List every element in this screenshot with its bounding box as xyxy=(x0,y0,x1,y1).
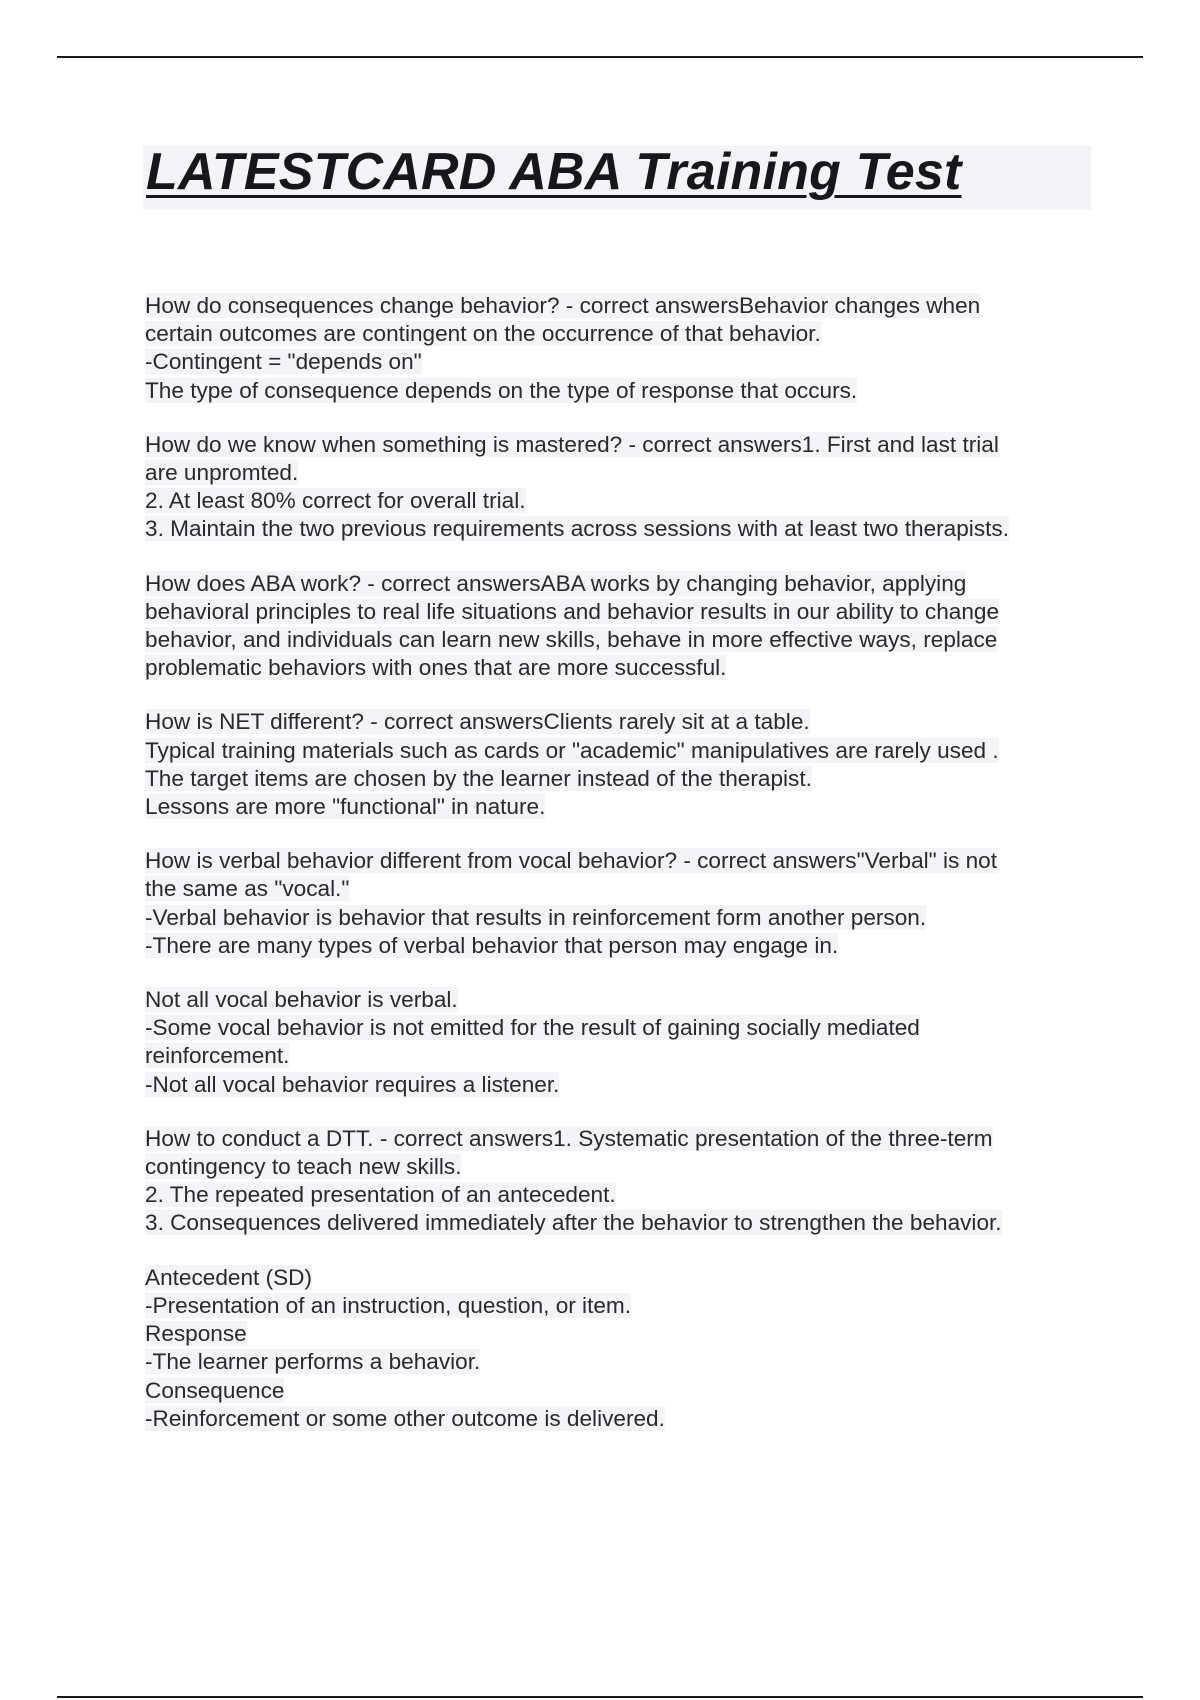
text-line-content: certain outcomes are contingent on the occurrence of that behavior. xyxy=(145,321,821,347)
text-line-content: -Reinforcement or some other outcome is delivered. xyxy=(145,1405,665,1431)
text-line-content: How does ABA work? - correct answersABA works by changing behavior, applying xyxy=(145,570,967,596)
text-line xyxy=(145,1377,1105,1405)
text-line xyxy=(145,598,1105,626)
text-line xyxy=(145,1125,1105,1153)
text-line xyxy=(145,515,1105,543)
text-line-content: -Verbal behavior is behavior that results in reinforcement form another person. xyxy=(145,904,927,930)
text-line-content: -There are many types of verbal behavior that person may engage in. xyxy=(145,932,839,958)
text-line-content: How do we know when something is mastered? - correct answers1. First and last trial xyxy=(145,431,999,457)
text-line-content: How to conduct a DTT. - correct answers1. Systematic presentation of the three-term xyxy=(145,1125,993,1151)
text-line-content: Not all vocal behavior is verbal. xyxy=(145,987,458,1013)
text-line-content: the same as "vocal." xyxy=(145,876,350,902)
text-line xyxy=(145,1153,1105,1181)
qa-paragraph xyxy=(145,431,1105,544)
text-line-content: Antecedent (SD) xyxy=(145,1264,313,1290)
text-line xyxy=(145,320,1105,348)
text-line-content: 2. The repeated presentation of an antecedent. xyxy=(145,1182,616,1208)
qa-paragraph xyxy=(145,570,1105,683)
text-line-content: -Presentation of an instruction, question, or item. xyxy=(145,1292,632,1318)
text-line-content: 3. Maintain the two previous requirements across sessions with at least two therapists. xyxy=(145,516,1009,542)
text-line xyxy=(145,292,1105,320)
text-line-content: 3. Consequences delivered immediately after the behavior to strengthen the behavior. xyxy=(145,1210,1002,1236)
text-line-content: Lessons are more "functional" in nature. xyxy=(145,794,546,820)
qa-paragraph xyxy=(145,292,1105,405)
qa-paragraph xyxy=(145,708,1105,821)
text-line xyxy=(145,570,1105,598)
text-line xyxy=(145,1348,1105,1376)
text-line xyxy=(145,348,1105,376)
text-line-content: 2. At least 80% correct for overall trial. xyxy=(145,488,526,514)
text-line xyxy=(145,431,1105,459)
text-line-content: reinforcement. xyxy=(145,1043,290,1069)
text-line-content: How is NET different? - correct answersClients rarely sit at a table. xyxy=(145,709,810,735)
text-line xyxy=(145,1405,1105,1433)
top-divider xyxy=(57,56,1143,58)
text-line xyxy=(145,875,1105,903)
text-line xyxy=(145,765,1105,793)
text-line xyxy=(145,654,1105,682)
text-line xyxy=(145,1071,1105,1099)
text-line-content: -Some vocal behavior is not emitted for the result of gaining socially mediated xyxy=(145,1015,920,1041)
text-line-content: are unpromted. xyxy=(145,460,299,486)
text-line xyxy=(145,377,1105,405)
text-line-content: The target items are chosen by the learner instead of the therapist. xyxy=(145,765,812,791)
text-line xyxy=(145,459,1105,487)
text-line-content: behavior, and individuals can learn new skills, behave in more effective ways, replace xyxy=(145,627,998,653)
qa-paragraph xyxy=(145,847,1105,960)
text-line-content: -The learner performs a behavior. xyxy=(145,1349,481,1375)
text-line-content: -Contingent = "depends on" xyxy=(145,349,422,375)
text-line xyxy=(145,904,1105,932)
text-line xyxy=(145,1292,1105,1320)
text-line xyxy=(145,1264,1105,1292)
text-line xyxy=(145,986,1105,1014)
text-line-content: How is verbal behavior different from vocal behavior? - correct answers"Verbal" is not xyxy=(145,848,997,874)
text-line xyxy=(145,737,1105,765)
text-line-content: Response xyxy=(145,1321,247,1347)
text-line-content: -Not all vocal behavior requires a listener. xyxy=(145,1071,560,1097)
text-line xyxy=(145,708,1105,736)
page-title: LATESTCARD ABA Training Test xyxy=(146,143,962,201)
text-line xyxy=(145,487,1105,515)
text-line xyxy=(145,1320,1105,1348)
text-line-content: The type of consequence depends on the type of response that occurs. xyxy=(145,377,858,403)
qa-paragraph xyxy=(145,986,1105,1099)
text-line-content: behavioral principles to real life situations and behavior results in our ability to change xyxy=(145,598,1000,624)
text-line-content: How do consequences change behavior? - correct answersBehavior changes when xyxy=(145,293,981,318)
text-line xyxy=(145,793,1105,821)
qa-paragraph xyxy=(145,1264,1105,1433)
text-line xyxy=(145,932,1105,960)
text-line xyxy=(145,847,1105,875)
text-line-content: Typical training materials such as cards or "academic" manipulatives are rarely used . xyxy=(145,737,999,763)
text-line-content: contingency to teach new skills. xyxy=(145,1154,462,1180)
text-line xyxy=(145,1042,1105,1070)
qa-paragraph xyxy=(145,1125,1105,1238)
text-line xyxy=(145,1181,1105,1209)
bottom-divider xyxy=(57,1696,1143,1698)
text-line xyxy=(145,1209,1105,1237)
text-line-content: problematic behaviors with ones that are more successful. xyxy=(145,655,727,681)
document-body xyxy=(145,292,1105,1459)
text-line xyxy=(145,1014,1105,1042)
text-line-content: Consequence xyxy=(145,1377,285,1403)
text-line xyxy=(145,626,1105,654)
